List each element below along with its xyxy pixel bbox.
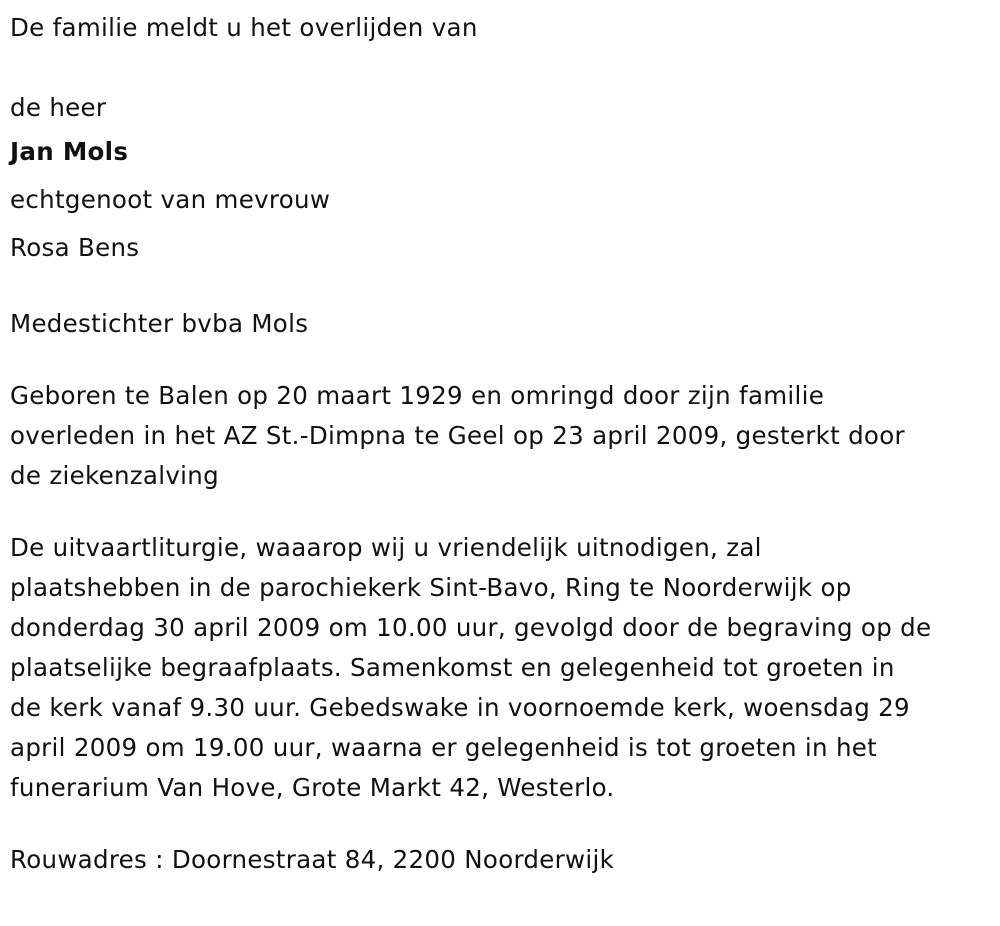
role-line: Medestichter bvba Mols [10,309,309,338]
spouse-name: Rosa Bens [10,233,140,262]
funeral-paragraph [10,528,995,808]
funeral-line: de kerk vanaf 9.30 uur. Gebedswake in voornoemde kerk, woensdag 29 [10,693,910,722]
birth-death-line: Geboren te Balen op 20 maart 1929 en omringd door zijn familie [10,381,825,410]
funeral-line: plaatselijke begraafplaats. Samenkomst en gelegenheid tot groeten in [10,653,895,682]
funeral-line: funerarium Van Hove, Grote Markt 42, Westerlo. [10,773,615,802]
funeral-line: april 2009 om 19.00 uur, waarna er gelegenheid is tot groeten in het [10,733,878,762]
birth-death-line: overleden in het AZ St.-Dimpna te Geel op 23 april 2009, gesterkt door [10,421,905,450]
obituary-notice [10,8,995,880]
intro-line: De familie meldt u het overlijden van [10,13,478,42]
deceased-name: Jan Mols [10,137,129,166]
birth-death-line: de ziekenzalving [10,461,219,490]
relation-line: echtgenoot van mevrouw [10,185,331,214]
funeral-line: De uitvaartliturgie, waaarop wij u vriendelijk uitnodigen, zal [10,533,762,562]
honorific-line: de heer [10,93,107,122]
funeral-line: plaatshebben in de parochiekerk Sint-Bavo, Ring te Noorderwijk op [10,573,852,602]
birth-death-paragraph [10,376,995,496]
funeral-line: donderdag 30 april 2009 om 10.00 uur, gevolgd door de begraving op de [10,613,932,642]
mourning-address: Rouwadres : Doornestraat 84, 2200 Noorderwijk [10,845,615,874]
